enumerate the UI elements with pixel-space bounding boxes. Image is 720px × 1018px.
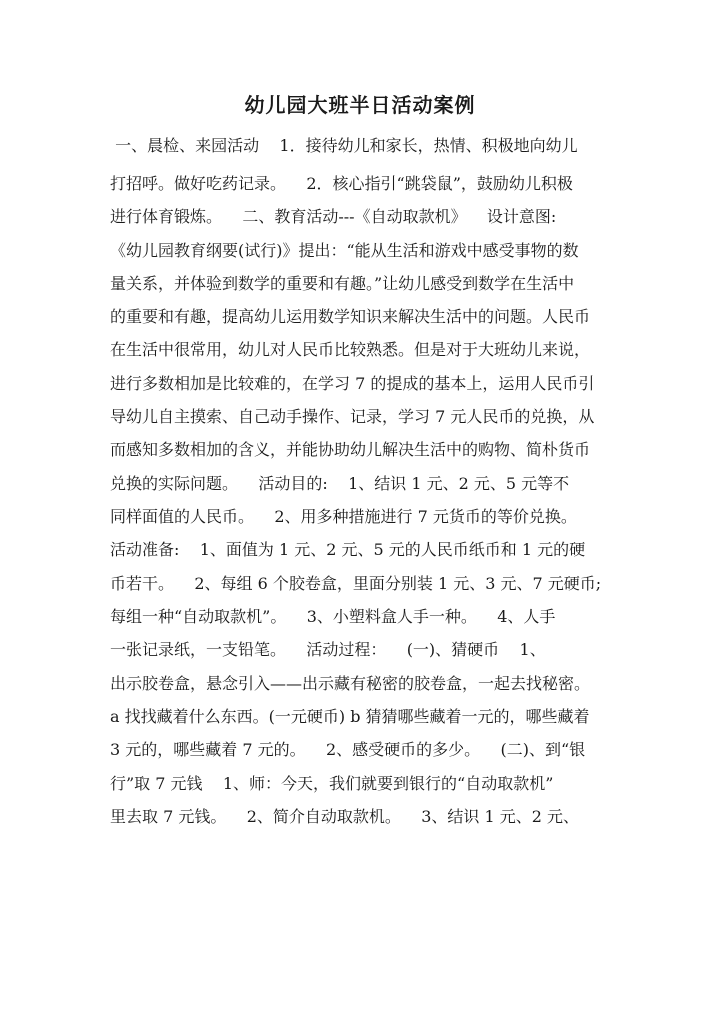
text-line: 进行体育锻炼。 二、教育活动---《自动取款机》 设计意图: — [110, 207, 557, 226]
text-line: 兑换的实际问题。 活动目的: 1、结识 1 元、2 元、5 元等不 — [110, 474, 570, 493]
text-line: 里去取 7 元钱。 2、简介自动取款机。 3、结识 1 元、2 元、 — [110, 807, 580, 826]
text-line: 活动准备: 1、面值为 1 元、2 元、5 元的人民币纸币和 1 元的硬 — [110, 540, 586, 559]
text-line: 出示胶卷盒，悬念引入——出示藏有秘密的胶卷盒，一起去找秘密。 — [110, 674, 591, 693]
text-line: 的重要和有趣，提高幼儿运用数学知识来解决生活中的问题。人民币 — [110, 307, 591, 326]
text-line: 行”取 7 元钱 1、师：今天，我们就要到银行的“自动取款机” — [110, 774, 554, 793]
text-line: a 找找藏着什么东西。(一元硬币) b 猜猜哪些藏着一元的，哪些藏着 — [110, 707, 590, 726]
text-line: 量关系，并体验到数学的重要和有趣。”让幼儿感受到数学在生活中 — [110, 274, 575, 293]
text-line: 一、晨检、来园活动 1．接待幼儿和家长，热情、积极地向幼儿 — [110, 136, 578, 155]
text-line: 同样面值的人民币。 2、用多种措施进行 7 元货币的等价兑换。 — [110, 507, 577, 526]
text-line: 打招呼。做好吃药记录。 2．核心指引“跳袋鼠”，鼓励幼儿积极 — [110, 174, 573, 193]
text-line: 进行多数相加是比较难的，在学习 7 的提成的基本上，运用人民币引 — [110, 374, 595, 393]
text-line: 3 元的，哪些藏着 7 元的。 2、感受硬币的多少。 (二)、到“银 — [110, 740, 586, 759]
text-line: 每组一种“自动取款机”。 3、小塑料盒人手一种。 4、人手 — [110, 607, 556, 626]
text-line: 导幼儿自主摸索、自己动手操作、记录，学习 7 元人民币的兑换，从 — [110, 407, 595, 426]
text-line: 币若干。 2、每组 6 个胶卷盒，里面分别装 1 元、3 元、7 元硬币; — [110, 574, 602, 593]
document-title: 幼儿园大班半日活动案例 — [244, 93, 476, 117]
text-line: 而感知多数相加的含义，并能协助幼儿解决生活中的购物、简朴货币 — [110, 440, 591, 459]
text-line: 一张记录纸，一支铅笔。 活动过程： (一)、猜硬币 1、 — [110, 640, 546, 659]
text-line: 在生活中很常用，幼儿对人民币比较熟悉。但是对于大班幼儿来说， — [110, 340, 591, 359]
text-line: 《幼儿园教育纲要(试行)》提出：“能从生活和游戏中感受事物的数 — [110, 241, 579, 260]
